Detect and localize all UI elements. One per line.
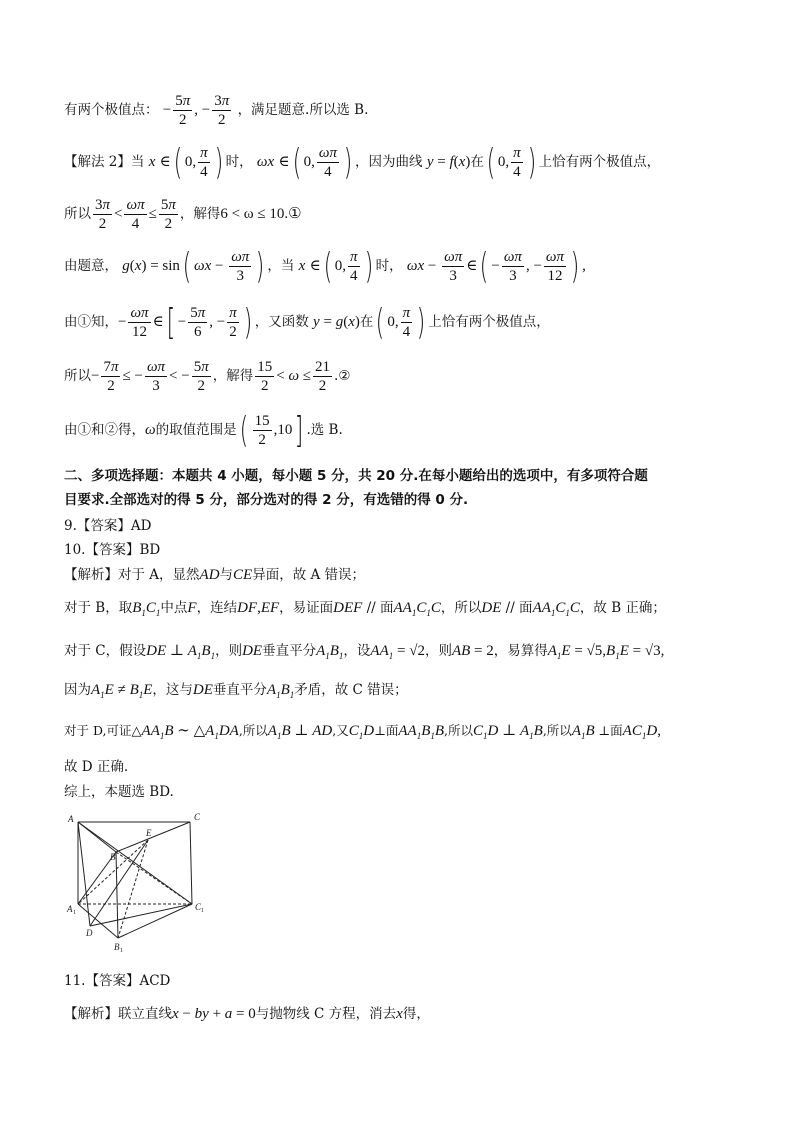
answer-11: 11.【答案】ACD [64,973,171,989]
text: 垂直平分 [212,682,267,698]
label-A: A [68,814,74,824]
text: 异面，故 A 错误； [252,567,366,583]
text: ,所以 [444,723,474,738]
section-2-heading-line-2: 目要求.全部选对的得 5 分，部分选对的得 2 分，有选错的得 0 分. [64,492,469,508]
text: 由题意， [64,258,118,274]
text: ，因为曲线 [355,154,423,170]
text: ，则 [215,643,243,659]
analysis-line-3: 对于 C，假设DE ⊥ $A_1B_1$，则DE垂直平分$A_1B_1$，设$AA_1 = √2$，则AB = 2，易算得$A_1E = √5,B_1E = √3$, [64,643,665,661]
text: 在 [470,154,484,170]
svg-text:1: 1 [120,948,123,954]
text: ，解得 [179,206,221,222]
label-A1: A [67,904,73,914]
text: // 面 [505,600,533,616]
label-B: B [110,852,116,862]
text: ，易证面 [279,600,334,616]
text: ,又 [332,723,349,738]
label-C: C [194,812,201,822]
text-line-5: 由①知，− $\frac{\omega\pi}{12}$ ∈[ − $\frac{5\pi}{6}$ , − $\frac{\pi}{2}$ ) ，又函数 y = g(x)在( 0, $\frac{\pi}{4}$ ) 上恰有两个极值点， [64,301,550,343]
text: ，满足题意.所以选 B. [237,102,369,118]
text: 由①和②得， [64,422,145,438]
text: 与 [219,567,234,583]
text: ⊥面 [374,723,399,738]
label-D: D [86,928,93,938]
label-E: E [146,828,152,838]
text: 的取值范围是 [155,422,237,438]
text: ，设 [343,643,371,659]
label-B1: B [114,942,120,952]
answer-10: 10.【答案】BD [64,542,161,558]
section-2-heading-line-1: 二、多项选择题：本题共 4 小题，每小题 5 分，共 20 分.在每小题给出的选项中，有多项符合题 [64,468,648,484]
inequality-1: 6 < ω ≤ 10.① [220,206,302,222]
text: 所以 [64,368,91,384]
text-line-2: 【解法 2】当 x ∈( 0, $\frac{\pi}{4}$ ) 时， ωx ∈( 0, $\frac{\omega\pi}{4}$ ) ，因为曲线 y = f(x)在( 0, $\frac{\pi}{4}$ ) 上恰有两个极值点， [64,141,661,183]
text: 矛盾，故 C 错误； [294,682,408,698]
analysis-line-7: 综上，本题选 BD. [64,784,174,800]
text: 因为 [64,682,91,698]
text: 【解析】联立直线 [64,1006,172,1022]
text: .选 B. [306,422,343,438]
text: ，故 B 正确； [579,600,666,616]
analysis-line-1: 【解析】对于 A，显然AD与CE异面，故 A 错误； [64,567,366,583]
text-line-7: 由①和②得，ω的取值范围是( $\frac{15}{2}$ ,10] .选 B. [64,409,343,451]
text: 【解析】对于 A，显然 [64,567,200,583]
text: ，连结 [196,600,238,616]
svg-text:1: 1 [73,910,76,916]
text: 中点 [160,600,188,616]
method-2-heading: 【解法 2】当 [64,154,145,170]
text: ，当 [267,258,295,274]
analysis-line-4: 因为$A_1E \ne B_1E$，这与DE垂直平分$A_1B_1$矛盾，故 C 错误； [64,682,408,700]
analysis-line-2: 对于 B，取$B_1C_1$中点F，连结DF,EF，易证面DEF // 面$AA_1C_1C$，所以DE // 面$AA_1C_1C$，故 B 正确； [64,600,666,618]
text: ，易算得 [493,643,548,659]
text: ,所以 [542,723,572,738]
text: 由①知， [64,314,118,330]
text: 所以 [64,206,91,222]
prism-figure [64,810,224,960]
text: 时， [375,258,403,274]
text: 对于 C，假设 [64,643,147,659]
text: 上恰有两个极值点， [428,314,550,330]
text: 对于 B，取 [64,600,133,616]
analysis-line-6: 故 D 正确. [64,759,129,775]
text: 对于 D,可证 [64,723,132,738]
label-C1: C [195,902,202,912]
text: ，则 [424,643,452,659]
answer-9: 9.【答案】AD [64,518,152,534]
text: ，解得 [212,368,254,384]
text: 与抛物线 C 方程，消去 [255,1006,397,1022]
svg-text:1: 1 [201,908,204,914]
text: ,所以 [238,723,268,738]
text: ，这与 [152,682,193,698]
text: ，所以 [440,600,482,616]
text-line-1: 有两个极值点： − $\frac{5\pi}{2}$ , − $\frac{3\pi}{2}$ ，满足题意.所以选 B. [64,93,369,128]
text: .② [334,368,351,384]
text: 时， [225,154,253,170]
text: 在 [359,314,374,330]
analysis-line-8: 【解析】联立直线x − by + a = 0与抛物线 C 方程，消去x得， [64,1006,430,1022]
text-line-4: 由题意， g(x) = sin( ωx − $\frac{\omega\pi}{3}$ ) ，当 x ∈( 0, $\frac{\pi}{4}$ ) 时， ωx − $\frac{\omega\pi}{3}$ ∈( − $\frac{\omega\pi}{3}$ , − $\frac{\omega\pi}{12}$ ) , [64,245,586,287]
text: 有两个极值点： [64,102,159,118]
text: 上恰有两个极值点， [538,154,661,170]
analysis-line-5: 对于 D,可证$\triangle AA_1B$ ∼ $\triangle A_1DA$,所以$A_1B$ ⊥ AD,又$C_1D\perp$面$AA_1B_1B$,所以$C_1D$ ⊥ $A_1B$,所以$A_1B$ ⊥面$AC_1D$, [64,723,661,741]
text-line-6: 所以− $\frac{7\pi}{2}$ ≤ − $\frac{\omega\pi}{3}$ < − $\frac{5\pi}{2}$ ，解得 $\frac{15}{2}$ < ω ≤ $\frac{21}{2}$ .② [64,359,351,394]
text: 得， [402,1006,430,1022]
text: ，又函数 [254,314,309,330]
text: 垂直平分 [262,643,317,659]
text: // 面 [366,600,394,616]
text-line-3: 所以 $\frac{3\pi}{2}$ < $\frac{\omega\pi}{4}$ ≤ $\frac{5\pi}{2}$ ，解得6 < ω ≤ 10.① [64,197,302,232]
text: ⊥面 [598,723,623,738]
